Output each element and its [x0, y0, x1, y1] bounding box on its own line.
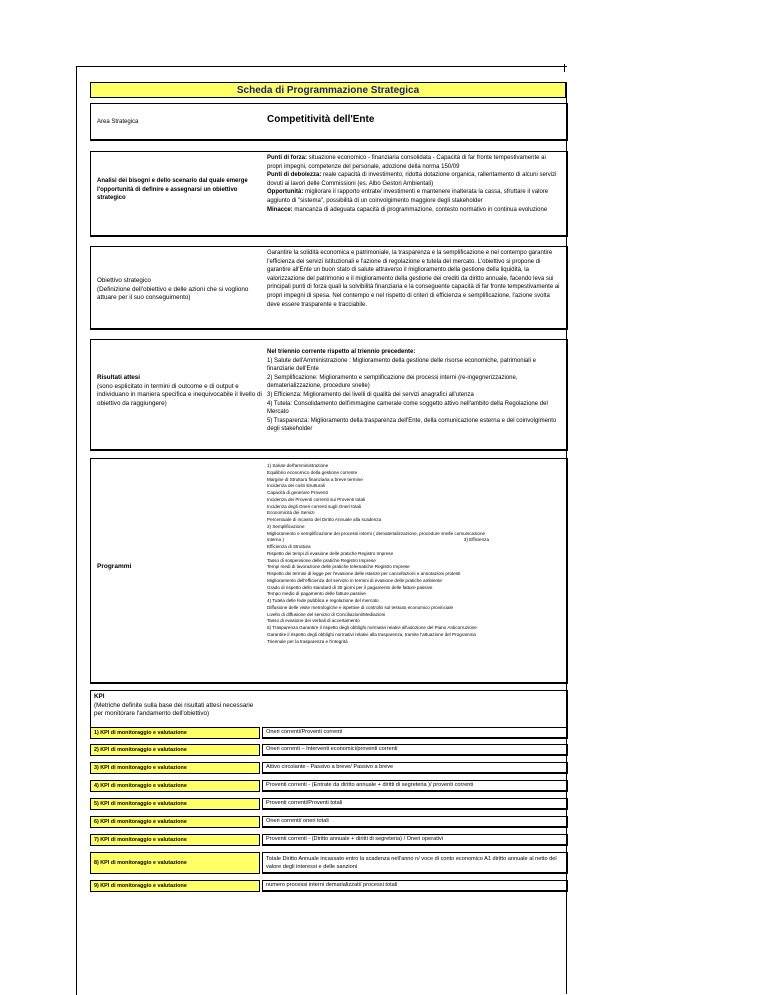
programma-line: Tasso di sospensione delle pratiche Registro Imprese: [267, 557, 376, 563]
programma-line: Capacità di generare Proventi: [267, 490, 328, 495]
obiettivo-label: [97, 277, 259, 303]
programma-line: Incidenza dei costi strutturali: [267, 483, 325, 489]
programma-line: interna ) 3) Efficienza: [267, 537, 490, 543]
opportunita-text: migliorare il rapporto entrate/ investimenti e mantenere inalterata la cassa, sfruttare il valore aggiunto di "sistema", possibilità di un coinvolgimento maggiore degli stakeholder: [267, 189, 549, 204]
kpi-value: Oneri correnti – Interventi economici/proventi correnti: [262, 744, 568, 756]
kpi-row-8: [90, 852, 568, 874]
kpi-label: 4) KPI di monitoraggio e valutazione: [90, 780, 260, 792]
risultati-row: [90, 339, 568, 451]
programma-line: Tempi medi di lavorazione delle pratiche telematiche Registro Imprese: [267, 564, 410, 570]
programma-line: Tempo medio di pagamento delle fatture passive: [267, 591, 366, 597]
area-strategica-value: Competitività dell'Ente: [267, 114, 375, 125]
kpi-label: 3) KPI di monitoraggio e valutazione: [90, 762, 260, 774]
kpi-row-4: [90, 780, 568, 792]
kpi-label: 9) KPI di monitoraggio e valutazione: [90, 880, 260, 892]
programma-line: Diffusione delle visite metrologiche e ispettive di controllo sul tessuto economico provinciale: [267, 604, 454, 610]
risultati-heading: Nel triennio corrente rispetto al triennio precedente:: [267, 349, 416, 355]
risultato-3: 3) Efficienza: Miglioramento dei livelli di qualità dei servizi anagrafici all'utenza: [267, 391, 474, 398]
programma-line: Grado di rispetto dello standard di 30 giorni per il pagamento delle fatture passive: [267, 584, 433, 590]
kpi-label: 2) KPI di monitoraggio e valutazione: [90, 744, 260, 756]
programma-line: Efficienza di Struttura: [267, 544, 311, 549]
obiettivo-label-desc: (Definizione dell'obiettivo e delle azioni che si vogliono attuare per il suo conseguimento): [97, 285, 249, 301]
programmi-row: [90, 458, 568, 684]
analisi-text: [267, 154, 562, 214]
kpi-value: Totale Diritto Annuale incassato entro la scadenza nell'anno n/ voce di conto economico A1 diritto annuale al netto del valore degli interessi e delle sanzioni: [262, 852, 568, 874]
obiettivo-row: [90, 246, 568, 330]
programma-line: Equilibrio economico della gestione corrente: [267, 469, 358, 475]
page-title: Scheda di Programmazione Strategica: [90, 82, 566, 98]
kpi-row-3: [90, 762, 568, 774]
kpi-title: KPI: [94, 693, 105, 700]
programma-line: Percentuale di incasso del Diritto Annuale alla scadenza: [267, 517, 382, 522]
kpi-subtitle: (Metriche definite sulla base dei risultati attesi necessarie per monitorare l'andamento dell'obiettivo): [94, 701, 254, 718]
programma-line: Miglioramento dell'efficienza del servizio in termini di evasione delle pratiche ambiente: [267, 577, 442, 583]
opportunita-title: Opportunità:: [267, 189, 304, 196]
obiettivo-text: Garantire la solidità economica e patrimoniale, la trasparenza e la semplificazione e nel contempo garantire l'efficienza dei servizi istituzionali e l'azione di regolazione e tutela del mercato. L'obiettivo si propone di garantire all'Ente un buon stato di salute attraverso il miglioramento della gestione della liquidità, la valorizzazione del patrimonio e il miglioramento della gestione dei crediti da diritto annuale, facendo leva sui principali punti di forza quali la solvibilità finanziaria e la conseguente capacità di far fronte tempestivamente ai propri impegni di spesa. Nel contempo e nel rispetto di criteri di efficienza e semplificazione, l'azione svolta deve essere trasparente e tracciabile.: [267, 250, 560, 308]
kpi-label: 1) KPI di monitoraggio e valutazione: [90, 727, 260, 739]
risultato-2: 2) Semplificazione: Miglioramento e semplificazione dei processi interni (re-ingegnerizzazione, dematerializzazione, procedure snelle): [267, 374, 518, 390]
programma-line: 4) Tutela delle fede pubblica e regolazione del mercato: [267, 598, 379, 603]
kpi-value: Proventi correnti/Proventi totali: [262, 798, 568, 810]
programma-line: Incidenza dei Proventi correnti sui Proventi totali: [267, 496, 366, 502]
minacce-text: mancanza di adeguata capacità di programmazione, contesto normativo in continua evoluzione: [292, 206, 548, 213]
obiettivo-label-title: Obiettivo strategico: [97, 277, 151, 284]
kpi-row-7: [90, 834, 568, 846]
risultato-5: 5) Trasparenza: Miglioramento della trasparenza dell'Ente, della comunicazione esterna e del coinvolgimento degli stakeholder: [267, 417, 557, 433]
kpi-label: 6) KPI di monitoraggio e valutazione: [90, 816, 260, 828]
analisi-label: Analisi dei bisogni e dello scenario dal quale emerge l'opportunità di definire e assegnarsi un obiettivo strategico: [97, 178, 248, 201]
debolezza-text: reale capacità di investimento, ridotta dotazione organica, rallentamento di alcuni servizi dovuti ai lavori delle Commissioni (es. Albo Gestori Ambientali): [267, 172, 557, 187]
kpi-header: [90, 690, 568, 732]
kpi-value: Oneri correnti/ oneri totali: [262, 816, 568, 828]
minacce-title: Minacce:: [267, 206, 293, 213]
risultato-1: 1) Salute dell'Amministrazione : Miglioramento della gestione delle risorse economiche, patrimoniali e finanziarie dell'Ente: [267, 357, 536, 373]
programma-line: 5) Trasparenza Garantire il rispetto degli obblighi normativi relativi all'adozione del Piano Anticorruzione: [267, 625, 477, 630]
kpi-value: Attivo circolante - Passivo a breve/ Passivo a breve: [262, 762, 568, 774]
programmi-label: Programmi: [97, 563, 132, 570]
kpi-label: 7) KPI di monitoraggio e valutazione: [90, 834, 260, 846]
risultati-label-title: Risultati attesi: [97, 374, 141, 381]
area-strategica-label: Area Strategica: [97, 119, 139, 125]
programma-line: Margine di Struttura finanziaria a breve termine: [267, 476, 363, 482]
programmi-text: [267, 463, 562, 645]
kpi-header-text: [94, 693, 259, 719]
debolezza-title: Punti di debolezza:: [267, 172, 322, 179]
programma-line: Miglioramento e semplificazione dei processi interni ( dematerializzazione, procedure snelle comunicazione: [267, 530, 486, 536]
programma-line: Garantire il rispetto degli obblighi normativi relativi alla trasparenza, tramite l'attuazione del Programma: [267, 631, 476, 637]
programma-line: Rispetto dei termini di legge per l'evasione delle istanze per cancellazioni e annotazioni protesti: [267, 571, 461, 576]
programma-line: Rispetto dei tempi di evasione delle pratiche Registro Imprese: [267, 550, 394, 556]
forza-title: Punti di forza:: [267, 155, 307, 161]
programma-line: Livello di diffusione del servizio di Conciliazioni/Mediazioni: [267, 611, 386, 617]
kpi-label: 8) KPI di monitoraggio e valutazione: [90, 852, 260, 874]
programma-line: 2) Semplificazione: [267, 523, 305, 529]
area-strategica-row: [90, 103, 568, 141]
kpi-value: numero processi interni demarializzati/ processi totali: [262, 880, 568, 892]
kpi-row-5: [90, 798, 568, 810]
kpi-value: Proventi correnti - (Entrate da diritto annuale + diritti di segreteria )/ proventi correnti: [262, 780, 568, 792]
kpi-value: Oneri correnti/Proventi correnti: [262, 727, 568, 739]
risultati-label: [97, 374, 269, 408]
kpi-row-1: [90, 727, 568, 739]
programma-line: Incidenza degli Oneri correnti sugli Oneri totali: [267, 503, 361, 509]
programma-line: Triennale per la trasparenza e l'integrità: [267, 638, 348, 644]
kpi-label: 5) KPI di monitoraggio e valutazione: [90, 798, 260, 810]
programma-line: 1) Salute dell'amministrazione: [267, 463, 329, 468]
programma-line: Economicità dei Servizi: [267, 510, 315, 516]
kpi-row-9: [90, 880, 568, 892]
forza-text: situazione economico - finanziaria consolidata - Capacità di far fronte tempestivamente ai propri impegni, competenze del personale, adozione della norma 150/09: [267, 155, 546, 170]
risultato-4: 4) Tutela: Consolidamento dell'immagine camerale come soggetto attivo nell'ambito della Regolazione del Mercato: [267, 400, 548, 416]
kpi-row-6: [90, 816, 568, 828]
analisi-row: [90, 151, 568, 237]
kpi-row-2: [90, 744, 568, 756]
kpi-value: Proventi correnti - (Diritto annuale + diritti di segreteria) / Oneri operativi: [262, 834, 568, 846]
programma-line: Tasso di evasione dei verbali di accertamento: [267, 618, 360, 624]
risultati-label-desc: (sono esplicitato in termini di outcome e di output e individuano in maniera specifica e inequivocabile il livello di obiettivo da raggiungere): [97, 382, 262, 407]
risultati-text: [267, 348, 562, 434]
